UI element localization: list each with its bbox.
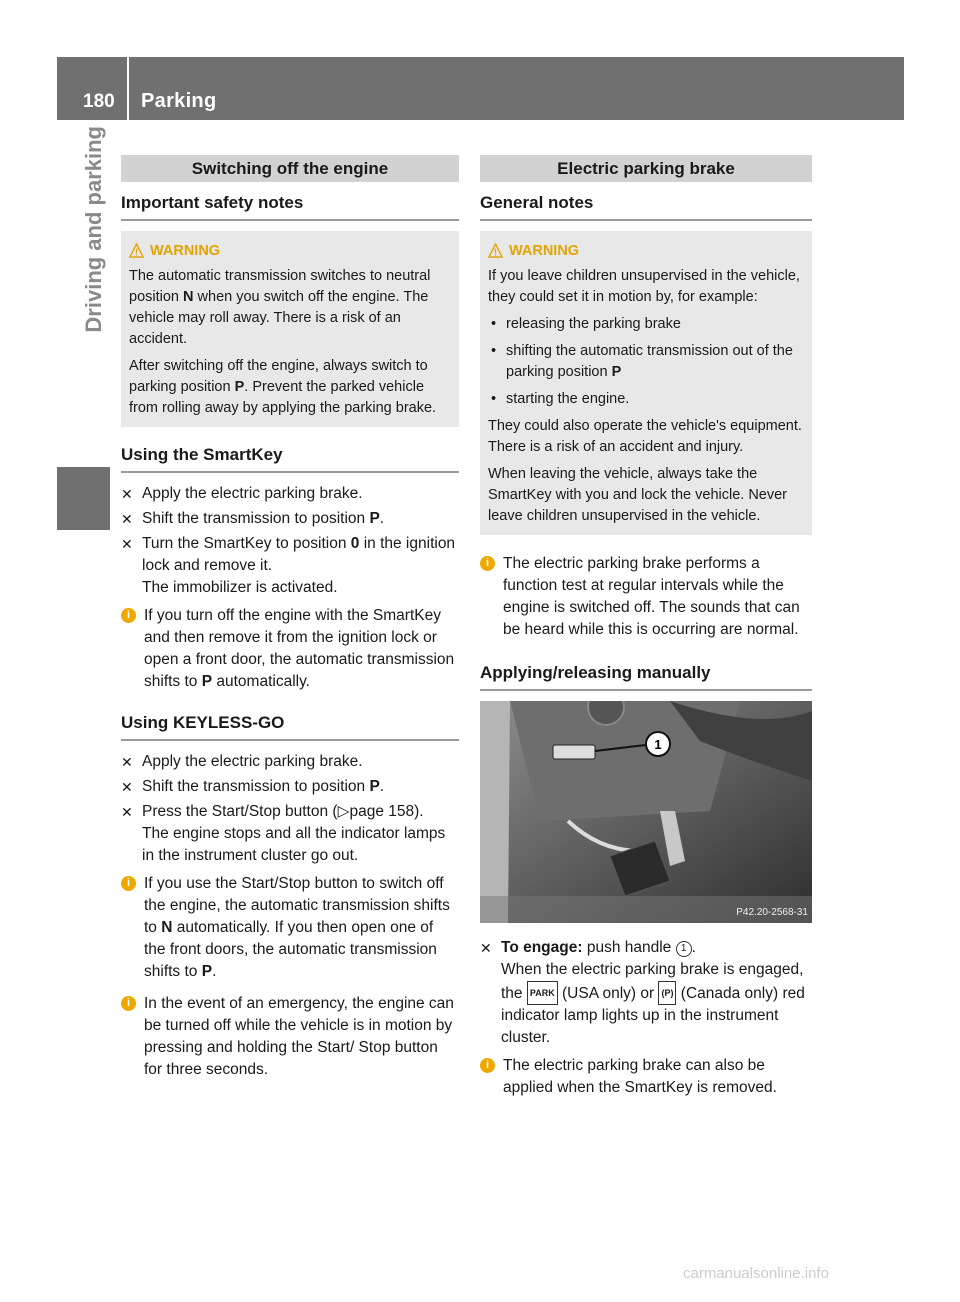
header-divider bbox=[127, 57, 129, 120]
park-indicator-icon: PARK bbox=[527, 981, 558, 1005]
instruction-step: ✕ Apply the electric parking brake. bbox=[121, 485, 363, 502]
instruction-step: ✕ Turn the SmartKey to position 0 in the ignition lock and remove it. The immobilizer is activated. bbox=[121, 535, 456, 596]
section-title-parking-brake: Electric parking brake bbox=[480, 155, 812, 182]
heading-safety-notes: Important safety notes bbox=[121, 193, 459, 221]
warning-icon bbox=[129, 243, 144, 258]
photo-code: P42.20-2568-31 bbox=[736, 907, 808, 918]
info-note: i The electric parking brake performs a function test at regular intervals while the engine is switched off. The sounds that can be heard while this is occurring are normal. bbox=[480, 553, 812, 641]
warning-icon bbox=[488, 243, 503, 258]
warning-paragraph: They could also operate the vehicle's equipment. There is a risk of an accident and injury. bbox=[488, 418, 802, 455]
instruction-step: ✕ To engage: push handle 1 . When the electric parking brake is engaged, the PARK (USA only) or (P) (Canada only) red indicator lamp lights up in the instrument cluster. bbox=[480, 939, 805, 1046]
info-icon: i bbox=[480, 1058, 495, 1073]
page-ref-icon: ▷ bbox=[337, 803, 350, 820]
watermark: carmanualsonline.info bbox=[683, 1265, 829, 1282]
warning-bullet: • starting the engine. bbox=[488, 389, 804, 410]
info-icon: i bbox=[121, 996, 136, 1011]
step-result: The immobilizer is activated. bbox=[142, 579, 338, 596]
info-note: i If you turn off the engine with the SmartKey and then remove it from the ignition lock or open a front door, the automatic transmission shifts to P automatically. bbox=[121, 605, 459, 693]
instruction-step: ✕ Press the Start/Stop button (▷page 158). The engine stops and all the indicator lamps in the instrument cluster go out. bbox=[121, 803, 446, 864]
info-icon: i bbox=[480, 556, 495, 571]
warning-paragraph: If you leave children unsupervised in the vehicle, they could set it in motion by, for example: bbox=[488, 268, 800, 305]
info-icon: i bbox=[121, 876, 136, 891]
info-note: i In the event of an emergency, the engine can be turned off while the vehicle is in motion by pressing and holding the Start/ Stop button for three seconds. bbox=[121, 993, 459, 1081]
page-header bbox=[57, 57, 904, 120]
warning-bullet: • releasing the parking brake bbox=[488, 314, 804, 335]
callout-1-icon: 1 bbox=[676, 941, 692, 957]
warning-paragraph: When leaving the vehicle, always take the SmartKey with you and lock the vehicle. Never leave children unsupervised in the vehicle. bbox=[488, 466, 787, 524]
side-tab-block bbox=[57, 467, 110, 530]
instruction-step: ✕ Shift the transmission to position P. bbox=[121, 510, 385, 527]
warning-header bbox=[488, 241, 804, 262]
info-note: i If you use the Start/Stop button to switch off the engine, the automatic transmission shifts to N automatically. If you then open one of the front doors, the automatic transmission shifts to P. bbox=[121, 873, 459, 983]
step-result: The engine stops and all the indicator lamps in the instrument cluster go out. bbox=[142, 825, 446, 864]
heading-general-notes: General notes bbox=[480, 193, 812, 221]
info-icon: i bbox=[121, 608, 136, 623]
warning-paragraph: The automatic transmission switches to neutral position N when you switch off the engine. The vehicle may roll away. There is a risk of an accident. bbox=[129, 268, 431, 347]
instruction-step: ✕ Shift the transmission to position P. bbox=[121, 778, 385, 795]
page-title: Parking bbox=[141, 90, 217, 112]
warning-title: WARNING bbox=[509, 243, 580, 259]
parking-brake-photo bbox=[480, 701, 812, 923]
right-column bbox=[480, 155, 812, 1109]
side-tab-label: Driving and parking bbox=[81, 126, 106, 333]
heading-applying-releasing: Applying/releasing manually bbox=[480, 663, 812, 691]
warning-paragraph: After switching off the engine, always switch to parking position P. Prevent the parked vehicle from rolling away by applying the parking brake. bbox=[129, 358, 437, 416]
warning-bullet: • shifting the automatic transmission out of the parking position P bbox=[488, 341, 804, 383]
left-column bbox=[121, 155, 459, 1091]
heading-keyless-go: Using KEYLESS-GO bbox=[121, 713, 459, 741]
warning-title: WARNING bbox=[150, 243, 221, 259]
heading-using-smartkey: Using the SmartKey bbox=[121, 445, 459, 473]
warning-header bbox=[129, 241, 451, 262]
page-number: 180 bbox=[83, 91, 115, 112]
photo-callout-1: 1 bbox=[654, 737, 662, 752]
info-note: i The electric parking brake can also be applied when the SmartKey is removed. bbox=[480, 1055, 812, 1099]
instruction-step: ✕ Apply the electric parking brake. bbox=[121, 753, 363, 770]
warning-box-engine bbox=[121, 231, 459, 427]
section-title-switching-off: Switching off the engine bbox=[121, 155, 459, 182]
warning-box-children bbox=[480, 231, 812, 535]
canada-brake-indicator-icon: (P) bbox=[658, 981, 676, 1005]
side-tab bbox=[57, 120, 110, 530]
